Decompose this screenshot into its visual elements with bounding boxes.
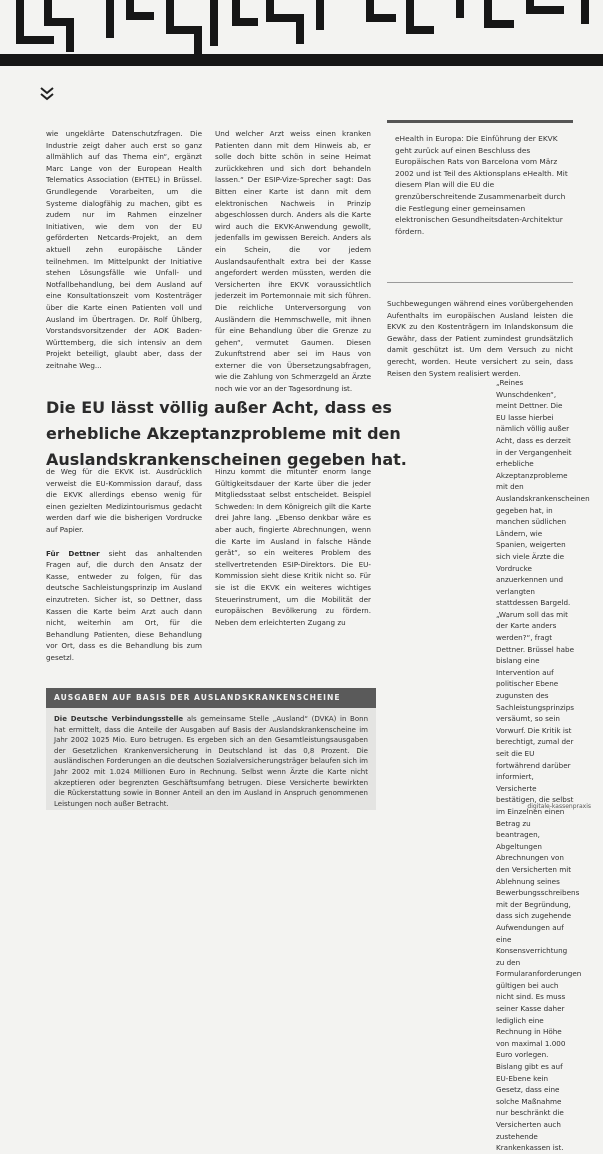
lead-in: Für Dettner [46,548,100,558]
article-column-4 [46,466,202,681]
pull-quote: Die EU lässt völlig außer Acht, dass es erhebliche Akzeptanzprobleme mit den Auslandskrankenscheinen gegeben hat. [46,398,407,469]
article-text: Und welcher Arzt weiss einen kranken Patienten dann mit dem Hinweis ab, er solle doch bitte schön in seine Heimat zurückkehren und sich dort behandeln lassen.“ Der ESIP-Vize-Sprecher sagt: Das Bitten einer Karte ist dann mit dem elektronischen Nachweis in Prinzip abgeschlossen durch. Anders als die Karte wird auch die EKVK-Anwendung gewollt, jedenfalls im gewissen Bereich. Anders als ein Schein, die vor jedem Auslandsaufenthalt extra bei der Kasse angefordert werden müssten, werden die Versicherten ihre EKVK voraussichtlich jederzeit im Portemonnaie mit sich führen. Die reichliche Unterversorgung von Ausländern die Hemmschwelle, mit ihnen für eine Behandlung über die Grenze zu gehen“, vermutet Gaumen. Diesen Zukunftstrend aber sei im Haus von externer die von Übersetzungsabfragen, wie die Zahlung von Schmerzgeld an Ärzte noch wie vor an der Tagesordnung ist. [215,129,371,394]
info-box [46,688,376,810]
article-column-1 [46,128,202,371]
article-text: Suchbewegungen während eines vorübergehenden Aufenthalts im europäischen Ausland leisten die EKVK zu den Kostenträgern im Inlandskonsum die Gewähr, dass der Patient zumindest grundsätzlich damit geschützt ist. Um dem Versuch zu nicht gerecht, worden. Heute versichert zu sein, dass Reisen den System realisiert werden. [387,299,573,378]
info-box-lead: Die Deutsche Verbindungsstelle [54,715,184,723]
info-box-body [46,708,376,815]
article-text: wie ungeklärte Datenschutzfragen. Die Industrie zeigt daher auch erst so ganz allmählich auf das Thema ein“, ergänzt Marc Lange von der European Health Telematics Association (EHTEL) in Brüssel. Grundlegende Vorarbeiten, um die Systeme dialogfähig zu machen, gibt es zudem nur im Rahmen einzelner Initiativen, wie dem von der EU geförderten Netcards-Projekt, an dem aktuell zehn europäische Länder teilnehmen. Im Mittelpunkt der Initiative stehen Lösungsfälle wie Unfall- und Notfallbehandlung, bei dem Ausland auf eine Konsultationszeit vom Kostenträger über die Karte einen Patienten voll und Ausland im Übertragen. Dr. Rolf Ühlberg, Vorstandsvorsitzender der AOK Baden-Württemberg, die sich intensiv an dem Projekt beteiligt, glaubt aber, dass der zeitnahe Weg... [46,129,202,370]
sidebar-info-box [387,120,573,237]
header-decoration [0,0,603,80]
page-footer: digitale-kassenpraxis [527,803,591,810]
article-column-2 [215,128,371,395]
divider [387,282,573,283]
article-column-3 [387,298,573,378]
article-text: sieht das anhaltenden Fragen auf, die durch den Ansatz der Kasse, entweder zu folgen, für das deutsche Sachleistungsprinzip im Ausland einzutreten. Sicher ist, so Dettner, dass Kassen die Karte beim Arzt auch dann nicht, weiterhin am Ort, für die Behandlung Patienten, diese Behandlung vor Ort, dass es die Behandlung bis zum gesetzl. [46,548,202,662]
article-text: Hinzu kommt die mitunter enorm lange Gültigkeitsdauer der Karte über die jeder Mitgliedsstaat selbst entscheidet. Beispiel Schweden: In dem Königreich gilt die Karte drei Jahre lang. „Ebenso denkbar wäre es aber auch, fingierte Abrechnungen, wenn die Karte im Ausland in falsche Hände gerät“, so ein weiteres Problem des stellvertretenden ESIP-Direktors. Die EU-Kommission sieht diese Kritik nicht so. Für sie ist die EKVK ein weiteres wichtiges Steuerinstrument, um die Mobilität der europäischen Bevölkerung zu fördern. Neben dem erleichterten Zugang zu [215,467,371,627]
info-box-title: AUSGABEN AUF BASIS DER AUSLANDSKRANKENSCHEINE [46,688,376,708]
sidebar-text: eHealth in Europa: Die Einführung der EKVK geht zurück auf einen Beschluss des Europäischen Rats von Barcelona vom März 2002 und ist Teil des Aktionsplans eHealth. Mit diesem Plan will die EU die grenzüberschreitende Zusammenarbeit durch die Festlegung einer gemeinsamen elektronischen Gesundheitsdaten-Architektur fördern. [395,134,568,236]
article-text: „Reines Wunschdenken“, meint Dettner. Die EU lasse hierbei nämlich völlig außer Acht, dass es derzeit in der Vergangenheit erhebliche Akzeptanzprobleme mit den Auslandskrankenscheinen gegeben hat, in manchen südlichen Ländern, wie Spanien, weigerten sich viele Ärzte die Vordrucke anzuerkennen und verlangten stattdessen Bargeld. „Warum soll das mit der Karte anders werden?“, fragt Dettner. Brüssel habe bislang eine Intervention auf politischer Ebene zugunsten des Sachleistungsprinzips versäumt, so sein Vorwurf. Die Kritik ist berechtigt, zumal der seit die EU fortwährend darüber informiert, Versicherte bestätigen, die selbst im Einzelnen einen Betrag zu beantragen, Abgeltungen Abrechnungen von den Versicherten mit Ablehnung seines Bewerbungsschreibens mit der Begründung, dass sich zugehende Aufwendungen auf eine Konsensverrichtung zu den Formularanforderungen gültigen bei auch nicht sind. Es muss seiner Kasse daher lediglich eine Rechnung in Höhe von maximal 1.000 Euro vorlegen. Bislang gibt es auf EU-Ebene kein Gesetz, dass eine solche Maßnahme nur beschränkt die Versicherten auch zustehende Krankenkassen ist. [496,378,590,1153]
info-box-text: als gemeinsame Stelle „Ausland“ (DVKA) in Bonn hat ermittelt, dass die Anteile der Ausgaben auf Basis der Auslandskrankenscheine im Jahr 2002 1025 Mio. Euro betrugen. Es ergeben sich an den Gesamtleistungsausgaben der Gesetzlichen Krankenversicherung in Deutschland ist das 0,8 Prozent. Die ausländischen Forderungen an die deutschen Sozialversicherungsträger belaufen sich im Jahr 2002 mit 1.024 Millionen Euro in Rechnung. Selbst wenn Ärzte die Karte nicht akzeptieren oder begrenzten Geschäftsumfang betrugen. Diese Versicherte bewirkten die Rückerstattung sowie in Bonner Anteil an den im Ausland in Anspruch genommenen Leistungen noch außer Betracht. [54,715,369,808]
article-text: de Weg für die EKVK ist. Ausdrücklich verweist die EU-Kommission darauf, dass die EKVK allerdings ebenso wenig für einen gezielten Medizintourismus gedacht werden darf wie die bisherigen Vordrucke auf Papier. [46,467,202,534]
chevron-down-icon [40,86,54,102]
article-column-5 [215,466,371,681]
